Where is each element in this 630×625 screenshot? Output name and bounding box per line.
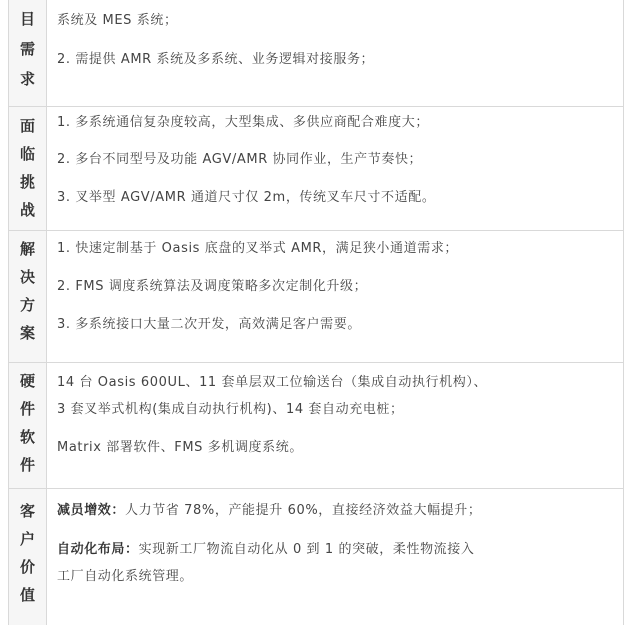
value-line-continued <box>57 567 613 587</box>
software-line: Matrix 部署软件、FMS 多机调度系统。 <box>57 440 303 455</box>
header-char: 户 <box>19 530 35 548</box>
value-line-label: 自动化布局： <box>57 542 139 557</box>
row-body-hardware-software <box>47 363 623 488</box>
header-char: 件 <box>19 400 35 418</box>
value-line-efficiency <box>57 501 613 521</box>
header-char: 需 <box>19 40 35 58</box>
value-line-text: 工厂自动化系统管理。 <box>57 569 194 584</box>
row-header-requirements <box>9 0 47 106</box>
header-char: 决 <box>19 268 35 286</box>
header-char: 值 <box>19 586 35 604</box>
header-char: 面 <box>19 117 35 135</box>
header-char: 软 <box>19 428 35 446</box>
header-char: 战 <box>19 201 35 219</box>
row-header-challenges <box>9 107 47 230</box>
solution-line: 3. 多系统接口大量二次开发，高效满足客户需要。 <box>57 317 361 332</box>
challenge-line: 3. 叉举型 AGV/AMR 通道尺寸仅 2m，传统叉车尺寸不适配。 <box>57 190 436 205</box>
row-solutions <box>8 231 624 363</box>
value-line-label: 减员增效： <box>57 503 126 518</box>
row-body-solutions <box>47 231 623 362</box>
value-line-automation <box>57 540 613 560</box>
hardware-line: 3 套叉举式机构(集成自动执行机构)、14 套自动充电桩； <box>57 402 404 417</box>
row-body-customer-value <box>47 489 623 625</box>
header-char: 求 <box>19 70 35 88</box>
header-char: 硬 <box>19 372 35 390</box>
requirement-line: 2. 需提供 AMR 系统及多系统、业务逻辑对接服务； <box>57 52 375 67</box>
header-char: 方 <box>19 296 35 314</box>
header-char: 临 <box>19 145 35 163</box>
solution-line: 1. 快速定制基于 Oasis 底盘的叉举式 AMR，满足狭小通道需求； <box>57 241 459 256</box>
info-table <box>8 0 624 625</box>
header-char: 解 <box>19 240 35 258</box>
row-hardware-software <box>8 363 624 489</box>
challenge-line: 1. 多系统通信复杂度较高，大型集成、多供应商配合难度大； <box>57 115 429 130</box>
row-body-requirements <box>47 0 623 106</box>
row-body-challenges <box>47 107 623 230</box>
row-header-solutions <box>9 231 47 362</box>
value-line-text: 人力节省 78%，产能提升 60%，直接经济效益大幅提升； <box>125 503 482 518</box>
header-char: 价 <box>19 558 35 576</box>
requirement-line: 系统及 MES 系统； <box>57 13 178 28</box>
solution-line: 2. FMS 调度系统算法及调度策略多次定制化升级； <box>57 279 368 294</box>
row-customer-value <box>8 489 624 625</box>
header-char: 案 <box>19 324 35 342</box>
row-challenges <box>8 107 624 231</box>
value-line-text: 实现新工厂物流自动化从 0 到 1 的突破，柔性物流接入 <box>138 542 475 557</box>
header-char: 客 <box>19 502 35 520</box>
header-char: 件 <box>19 456 35 474</box>
hardware-line: 14 台 Oasis 600UL、11 套单层双工位输送台（集成自动执行机构）、 <box>57 375 488 390</box>
challenge-line: 2. 多台不同型号及功能 AGV/AMR 协同作业，生产节奏快； <box>57 152 423 167</box>
row-header-customer-value <box>9 489 47 625</box>
header-char: 目 <box>19 10 35 28</box>
row-requirements <box>8 0 624 107</box>
header-char: 挑 <box>19 173 35 191</box>
row-header-hardware-software <box>9 363 47 488</box>
